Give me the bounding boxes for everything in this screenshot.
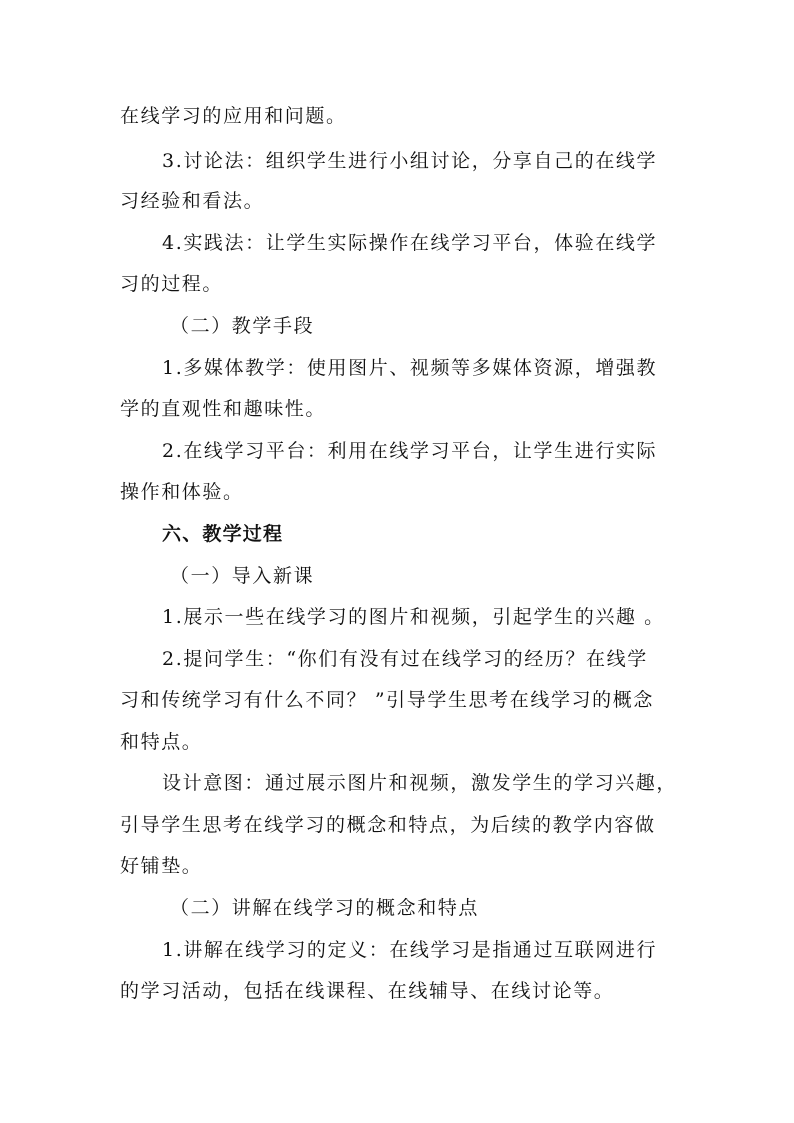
paragraph-line: 学的直观性和趣味性。 xyxy=(120,398,327,420)
paragraph-line: 的学习活动，包括在线课程、在线辅导、在线讨论等。 xyxy=(120,980,615,1002)
paragraph-line: 1.讲解在线学习的定义：在线学习是指通过互联网进行 xyxy=(162,939,658,961)
paragraph-line: 设计意图：通过展示图片和视频，激发学生的学习兴趣， xyxy=(162,772,678,794)
section-heading: 六、教学过程 xyxy=(162,523,284,545)
paragraph-line: 习的过程。 xyxy=(120,273,224,295)
paragraph-line: 1.展示一些在线学习的图片和视频，引起学生的兴趣 。 xyxy=(162,606,665,628)
paragraph-line: 2.提问学生：“你们有没有过在线学习的经历？在线学 xyxy=(162,648,648,670)
paragraph-line: 好铺垫。 xyxy=(120,855,203,877)
section-subheading: （二）教学手段 xyxy=(170,315,315,337)
paragraph-line: 在线学习的应用和问题。 xyxy=(120,105,347,127)
paragraph-line: 2.在线学习平台：利用在线学习平台，让学生进行实际 xyxy=(162,440,658,462)
paragraph-line: 操作和体验。 xyxy=(120,481,244,503)
paragraph-line: 1.多媒体教学：使用图片、视频等多媒体资源，增强教 xyxy=(162,357,658,379)
paragraph-line: 和特点。 xyxy=(120,731,203,753)
section-subheading: （二）讲解在线学习的概念和特点 xyxy=(170,897,480,919)
paragraph-line: 3.讨论法：组织学生进行小组讨论，分享自己的在线学 xyxy=(162,150,658,172)
paragraph-line: 习经验和看法。 xyxy=(120,190,265,212)
section-subheading: （一）导入新课 xyxy=(170,565,315,587)
paragraph-line: 4.实践法：让学生实际操作在线学习平台，体验在线学 xyxy=(162,232,658,254)
paragraph-line: 引导学生思考在线学习的概念和特点，为后续的教学内容做 xyxy=(120,814,656,836)
paragraph-line: 习和传统学习有什么不同？ ”引导学生思考在线学习的概念 xyxy=(120,689,654,711)
